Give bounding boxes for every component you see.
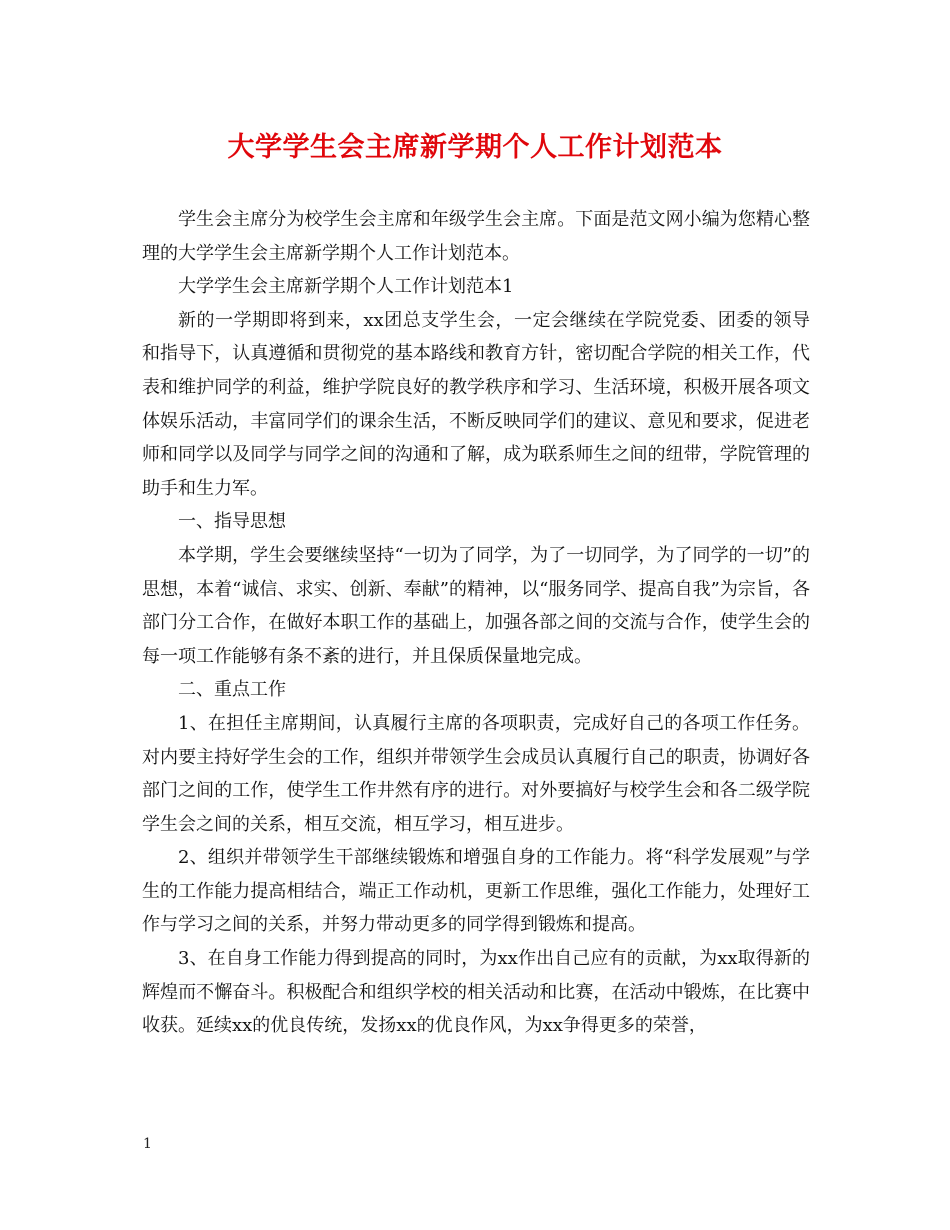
numbered-paragraph-2: 2、组织并带领学生干部继续锻炼和增强自身的工作能力。将“科学发展观”与学生的工作能力提高相结合，端正工作动机，更新工作思维，强化工作能力，处理好工作与学习之间的关系，并努力带动更多的同学得到锻炼和提高。 — [142, 847, 810, 936]
body-paragraph: 本学期，学生会要继续坚持“一切为了同学，为了一切同学，为了同学的一切”的思想，本着“诚信、求实、创新、奉献”的精神，以“服务同学、提高自我”为宗旨，各部门分工合作，在做好本职工作的基础上，加强各部之间的交流与合作，使学生会的每一项工作能够有条不紊的进行，并且保质保量地完成。 — [142, 544, 810, 667]
numbered-paragraph-3: 3、在自身工作能力得到提高的同时，为xx作出自己应有的贡献，为xx取得新的辉煌而不懈奋斗。积极配合和组织学校的相关活动和比赛，在活动中锻炼，在比赛中收获。延续xx的优良传统，发扬xx的优良作风，为xx争得更多的荣誉， — [142, 948, 810, 1037]
section-heading-key-work: 二、重点工作 — [178, 679, 286, 701]
document-title: 大学学生会主席新学期个人工作计划范本 — [227, 132, 723, 163]
section-heading-guiding-ideology: 一、指导思想 — [178, 511, 286, 533]
body-paragraph: 新的一学期即将到来，xx团总支学生会，一定会继续在学院党委、团委的领导和指导下，认真遵循和贯彻党的基本路线和教育方针，密切配合学院的相关工作，代表和维护同学的利益，维护学院良好的教学秩序和学习、生活环境，积极开展各项文体娱乐活动，丰富同学们的课余生活，不断反映同学们的建议、意见和要求，促进老师和同学以及同学与同学之间的沟通和了解，成为联系师生之间的纽带，学院管理的助手和生力军。 — [142, 309, 810, 499]
intro-paragraph: 学生会主席分为校学生会主席和年级学生会主席。下面是范文网小编为您精心整理的大学学生会主席新学期个人工作计划范本。 — [142, 209, 810, 264]
document-body — [142, 203, 810, 1043]
page-number: 1 — [143, 1136, 152, 1152]
numbered-paragraph-1: 1、在担任主席期间，认真履行主席的各项职责，完成好自己的各项工作任务。对内要主持好学生会的工作，组织并带领学生会成员认真履行自己的职责，协调好各部门之间的工作，使学生工作井然有序的进行。对外要搞好与校学生会和各二级学院学生会之间的关系，相互交流，相互学习，相互进步。 — [142, 712, 810, 835]
section-heading-sample-1: 大学学生会主席新学期个人工作计划范本1 — [178, 276, 514, 298]
